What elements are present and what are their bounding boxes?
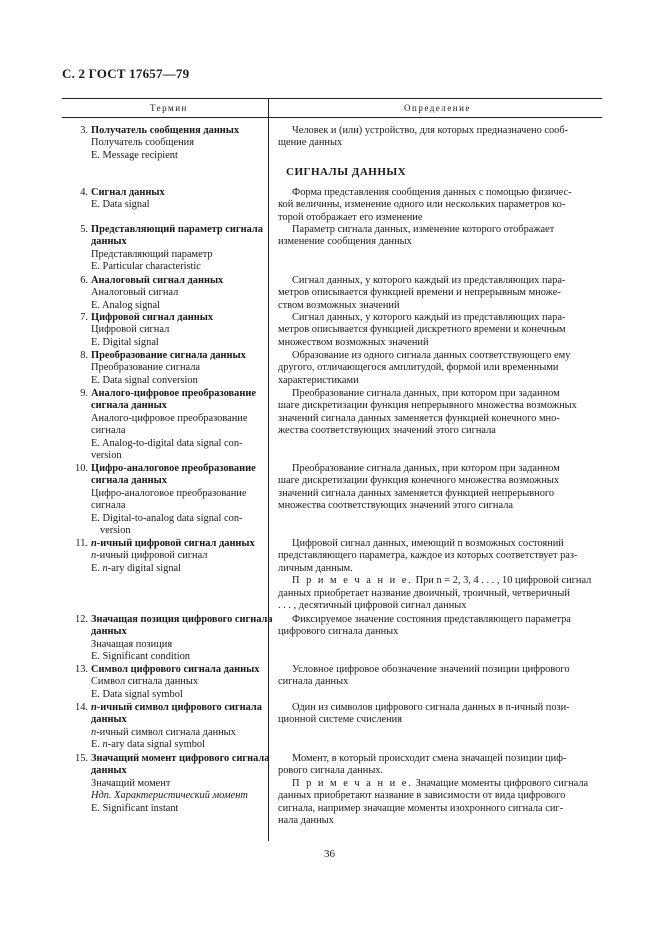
definition-entry-5: Параметр сигнала данных, изменение которого отображает изменение сообщения данных bbox=[278, 224, 555, 248]
table-header-rule bbox=[62, 117, 602, 118]
term-entry-4: 4. Сигнал данных E. Data signal bbox=[80, 187, 165, 211]
term-entry-10: 10. Цифро-аналоговое преобразование сигнала данных Цифро-аналоговое преобразование сигнала E. Digital-to-analog data signal con- version bbox=[75, 463, 256, 537]
definition-entry-8: Образование из одного сигнала данных соответствующего ему другого, отличающегося амплитудой, формой или временными характеристиками bbox=[278, 350, 571, 386]
definition-entry-15: Момент, в который происходит смена значащей позиции циф- рового сигнала данных. П р и м е ч а н и е. Значащие моменты цифрового сигнала данных приобретают название в зависимости от вида цифрового сигнала, например значащие моменты изохронного сигнала сиг- нала данных bbox=[278, 753, 589, 827]
definition-entry-3: Человек и (или) устройство, для которых предназначено сооб- щение данных bbox=[278, 125, 569, 149]
term-entry-3: 3. Получатель сообщения данных Получатель сообщения E. Message recipient bbox=[80, 125, 240, 161]
definition-entry-10: Преобразование сигнала данных, при котором при заданном шаге дискретизации функция конечного множества возможных значений сигнала данных заменяется функцией непрерывного множества соответствующих значений этого сигнала bbox=[278, 463, 560, 512]
definition-entry-7: Сигнал данных, у которого каждый из представляющих пара- метров описывается функцией дискретного времени и конечным множеством возможных значений bbox=[278, 312, 566, 348]
definition-entry-11: Цифровой сигнал данных, имеющий n возможных состояний представляющего параметра, каждое из которых соответствует раз- личным данным. П р и м е ч а н и е. При n = 2, 3, 4 . . . , 10 цифровой сигнал данных приобретает название двоичный, троичный, четверичный . . . , десятичный цифровой сигнал данных bbox=[278, 538, 592, 612]
term-entry-7: 7. Цифровой сигнал данных Цифровой сигнал E. Digital signal bbox=[80, 312, 214, 348]
term-entry-8: 8. Преобразование сигнала данных Преобразование сигнала E. Data signal conversion bbox=[80, 350, 246, 386]
page-number: 36 bbox=[324, 848, 335, 860]
section-title: СИГНАЛЫ ДАННЫХ bbox=[286, 166, 407, 178]
table-top-rule bbox=[62, 98, 602, 99]
term-entry-14: 14. n-ичный символ цифрового сигнала данных n-ичный символ сигнала данных E. n-ary data signal symbol bbox=[75, 702, 262, 751]
definition-entry-13: Условное цифровое обозначение значений позиции цифрового сигнала данных bbox=[278, 664, 570, 688]
definition-entry-4: Форма представления сообщения данных с помощью физичес- кой величины, изменение одного или нескольких параметров ко- торой отображает его изменение bbox=[278, 187, 572, 223]
term-entry-15: 15. Значащий момент цифрового сигнала данных Значащий момент Ндп. Характеристический момент E. Significant instant bbox=[75, 753, 270, 814]
term-entry-13: 13. Символ цифрового сигнала данных Символ сигнала данных E. Data signal symbol bbox=[75, 664, 260, 700]
definition-entry-12: Фиксируемое значение состояния представляющего параметра цифрового сигнала данных bbox=[278, 614, 571, 638]
column-header-definition: Определение bbox=[404, 103, 471, 113]
term-entry-11: 11. n-ичный цифровой сигнал данных n-ичный цифровой сигнал E. n-ary digital signal bbox=[75, 538, 255, 574]
column-header-term: Термин bbox=[150, 103, 188, 113]
definition-entry-14: Один из символов цифрового сигнала данных в n-ичный пози- ционной системе счисления bbox=[278, 702, 570, 726]
term-entry-9: 9. Аналого-цифровое преобразование сигнала данных Аналого-цифровое преобразование сигнала E. Analog-to-digital data signal con- version bbox=[80, 388, 256, 462]
term-entry-12: 12. Значащая позиция цифрового сигнала данных Значащая позиция E. Significant condition bbox=[75, 614, 273, 663]
definition-entry-9: Преобразование сигнала данных, при котором при заданном шаге дискретизации функция непрерывного множества возможных значений сигнала данных заменяется функцией конечного мно- жества соответствующих значений этого сигнала bbox=[278, 388, 577, 437]
definition-entry-6: Сигнал данных, у которого каждый из представляющих пара- метров описывается функцией времени и непрерывным множе- ством возможных значений bbox=[278, 275, 566, 311]
page-header: С. 2 ГОСТ 17657—79 bbox=[62, 66, 190, 81]
term-entry-6: 6. Аналоговый сигнал данных Аналоговый сигнал E. Analog signal bbox=[80, 275, 224, 311]
term-entry-5: 5. Представляющий параметр сигнала данных Представляющий параметр E. Particular characteristic bbox=[80, 224, 263, 273]
column-divider bbox=[268, 99, 269, 841]
